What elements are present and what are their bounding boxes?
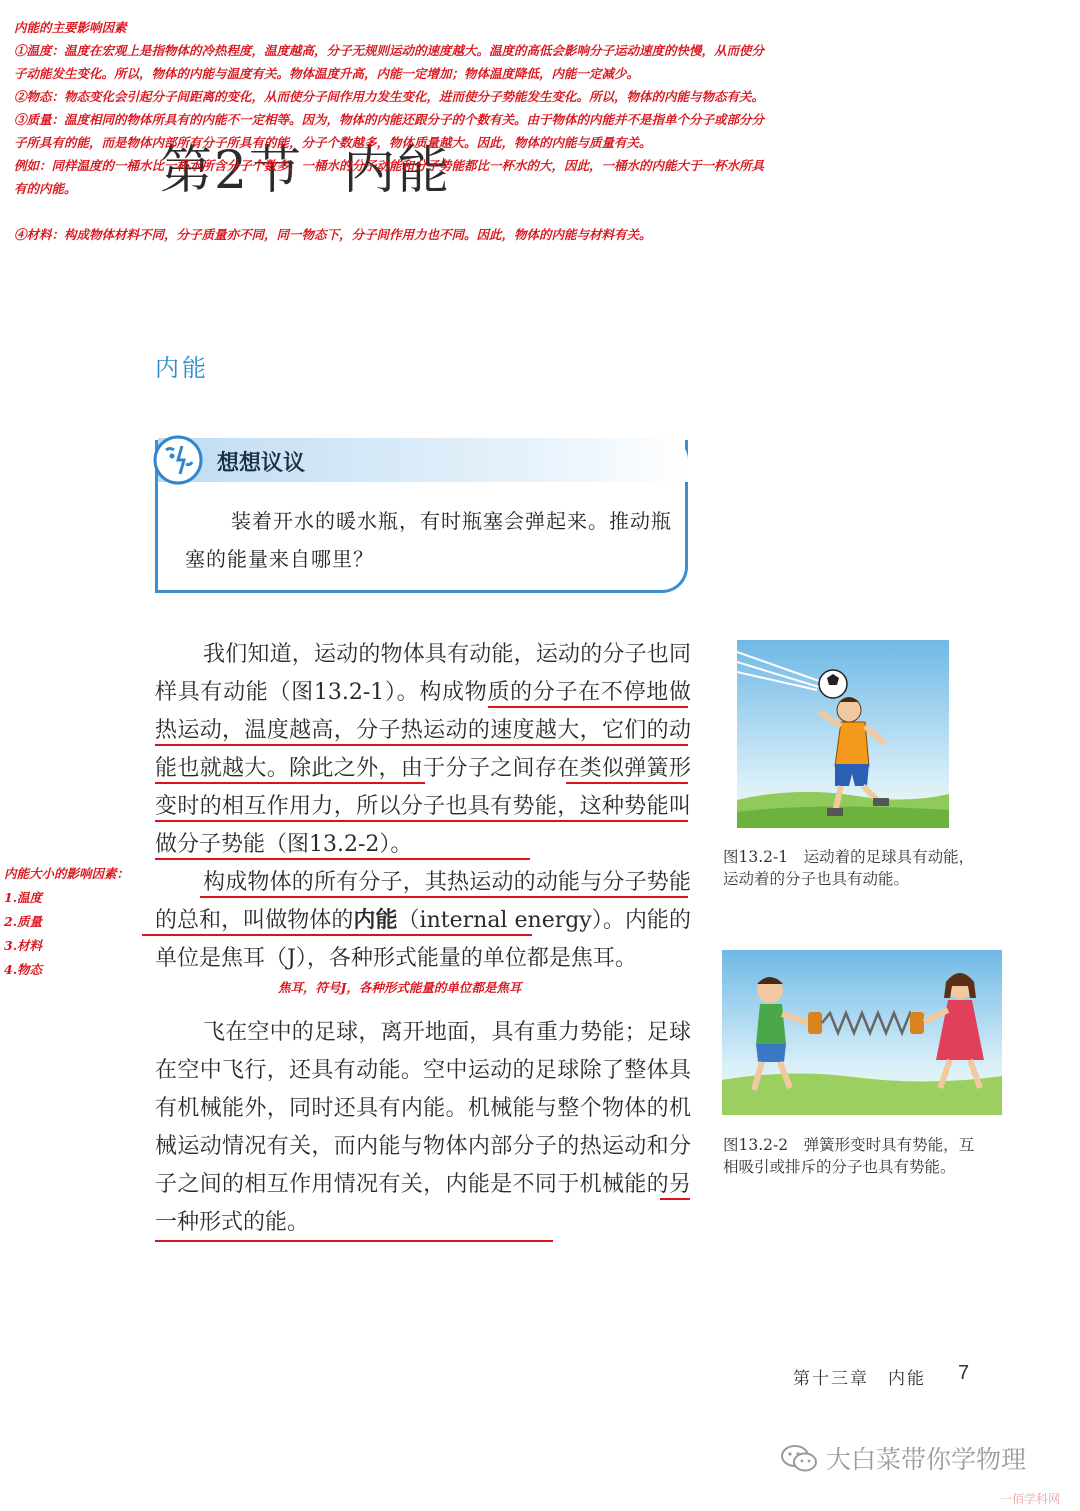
red-underline	[155, 782, 425, 784]
subheading: 内能	[155, 354, 209, 382]
red-underline	[155, 858, 530, 860]
note-line: 有的内能。	[14, 181, 77, 196]
note-line: 内能的主要影响因素	[14, 20, 127, 35]
margin-note-title: 内能大小的影响因素：	[4, 866, 130, 881]
note-line: ③质量：温度相同的物体所具有的内能不一定相等。因为，物体的内能还跟分子的个数有关。由于物体的内能并不是指单个分子或部分分	[14, 112, 765, 127]
figure-2-caption: 图13.2-2 弹簧形变时具有势能，互相吸引或排斥的分子也具有势能。	[723, 1136, 975, 1176]
note-line: ①温度：温度在宏观上是指物体的冷热程度，温度越高，分子无规则运动的速度越大。温度的高低会影响分子运动速度的快慢，从而使分	[14, 43, 765, 58]
red-underline	[200, 896, 688, 898]
spring-tug-illustration	[722, 950, 1002, 1115]
red-underline	[566, 782, 688, 784]
figure-1-caption: 图13.2-1 运动着的足球具有动能，运动着的分子也具有动能。	[723, 848, 975, 888]
discussion-face-icon	[152, 434, 204, 486]
think-box-question: 装着开水的暖水瓶，有时瓶塞会弹起来。推动瓶塞的能量来自哪里？	[185, 509, 672, 571]
margin-note-item: 3.材料	[4, 938, 43, 953]
red-underline	[155, 1240, 553, 1242]
red-underline	[660, 1198, 690, 1200]
paragraph-1: 我们知道，运动的物体具有动能，运动的分子也同样具有动能（图13.2-1）。构成物质的分子在不停地做热运动，温度越高，分子热运动的速度越大，它们的动能也就越大。除此之外，由于分子之间存在类似弹簧形变时的相互作用力，所以分子也具有势能，这种势能叫做分子势能（图13.2-2）。	[155, 642, 691, 857]
margin-note-item: 2.质量	[4, 914, 43, 929]
keyword-internal-energy: 内能	[353, 908, 398, 933]
think-box-title: 想想议议	[217, 451, 306, 476]
footer-chapter: 第十三章 内能	[793, 1369, 926, 1389]
note-line: 子动能发生变化。所以，物体的内能与温度有关。物体温度升高，内能一定增加；物体温度降低，内能一定减少。	[14, 66, 640, 81]
watermark-label: 大白菜带你学物理	[826, 1445, 1027, 1474]
football-header-illustration	[737, 640, 949, 828]
paragraph-2	[155, 864, 691, 978]
section-number: 第2节	[160, 141, 304, 201]
handwritten-notes-top	[14, 16, 1064, 246]
red-underline	[155, 744, 688, 746]
section-name: 内能	[343, 141, 452, 201]
paragraph-2-start: 构成物体的所有分子，其热运动的动能与分子势能的总和，叫做物体的	[155, 870, 691, 933]
note-line: ④材料：构成物体材料不同，分子质量亦不同，同一物态下，分子间作用力也不同。因此，物体的内能与材料有关。	[14, 227, 652, 242]
note-line: 例如：同样温度的一桶水比一杯水所含分子个数多，一桶水的分子动能和分子势能都比一杯水的大，因此，一桶水的内能大于一杯水所具	[14, 158, 765, 173]
note-line	[14, 200, 1064, 223]
watermark-site: 一佰学科网	[1000, 1492, 1061, 1506]
watermark-text	[826, 1440, 1026, 1476]
red-underline	[155, 820, 688, 822]
wechat-logo-icon	[780, 1443, 818, 1473]
margin-note-item: 4.物态	[4, 962, 43, 977]
margin-note-factors	[4, 862, 164, 982]
margin-note-joule: 焦耳，符号J，各种形式能量的单位都是焦耳	[278, 980, 522, 995]
red-underline	[488, 706, 688, 708]
margin-note-item: 1.温度	[4, 890, 43, 905]
note-line: ②物态：物态变化会引起分子间距离的变化，从而使分子间作用力发生变化，进而使分子势能发生变化。所以，物体的内能与物态有关。	[14, 89, 765, 104]
paragraph-2-end: （internal energy）。内能的单位是焦耳（J），各种形式能量的单位都是焦耳。	[155, 908, 691, 971]
page-number: 7	[958, 1362, 970, 1384]
note-line: 子所具有的能，而是物体内部所有分子所具有的能，分子个数越多，物体质量越大。因此，物体的内能与质量有关。	[14, 135, 652, 150]
paragraph-3: 飞在空中的足球，离开地面，具有重力势能；足球在空中飞行，还具有动能。空中运动的足球除了整体具有机械能外，同时还具有内能。机械能与整个物体的机械运动情况有关，而内能与物体内部分子的热运动和分子之间的相互作用情况有关，内能是不同于机械能的另一种形式的能。	[155, 1020, 691, 1235]
red-underline	[142, 934, 532, 936]
